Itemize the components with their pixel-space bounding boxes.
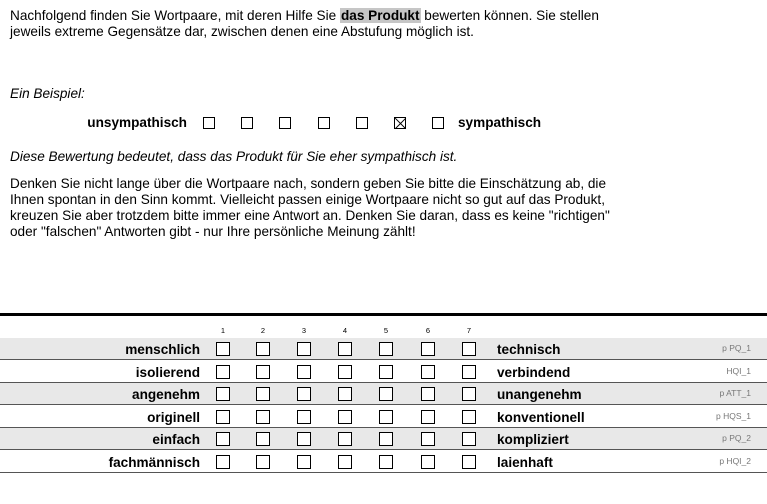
rating-checkbox-7[interactable] <box>462 432 476 446</box>
rating-checkbox-7[interactable] <box>462 387 476 401</box>
instructions-line-3: kreuzen Sie aber trotzdem bitte immer eine Antwort an. Denken Sie daran, dass es keine "richtigen" <box>10 208 610 223</box>
rating-left-label: isolierend <box>135 364 200 380</box>
rating-right-label: konventionell <box>497 409 585 425</box>
rating-checkbox-4[interactable] <box>338 455 352 469</box>
rating-left-label: einfach <box>152 432 200 447</box>
rating-checkbox-5[interactable] <box>379 410 393 424</box>
rating-checkbox-5[interactable] <box>379 387 393 401</box>
rating-checkbox-3[interactable] <box>297 387 311 401</box>
rating-checkbox-6[interactable] <box>421 410 435 424</box>
scale-number: 7 <box>466 326 472 335</box>
rating-checkbox-7[interactable] <box>462 365 476 379</box>
example-checkbox-1 <box>203 117 215 129</box>
rating-checkbox-1[interactable] <box>216 432 230 446</box>
rating-checkbox-2[interactable] <box>256 365 270 379</box>
scale-numbers <box>0 326 767 336</box>
intro-paragraph <box>10 8 750 40</box>
instructions-line-2: Ihnen spontan in den Sinn kommt. Vielleicht passen einige Wortpaare nicht so gut auf das Produkt, <box>10 192 605 207</box>
rating-row <box>0 338 767 360</box>
rating-checkbox-6[interactable] <box>421 365 435 379</box>
rating-checkbox-6[interactable] <box>421 432 435 446</box>
instructions-line-1: Denken Sie nicht lange über die Wortpaare nach, sondern geben Sie bitte die Einschätzung ab, die <box>10 176 607 191</box>
intro-highlight: das Produkt <box>340 8 420 23</box>
rating-checkbox-7[interactable] <box>462 342 476 356</box>
rating-checkbox-1[interactable] <box>216 342 230 356</box>
scale-number: 3 <box>301 326 307 335</box>
scale-number: 6 <box>425 326 431 335</box>
rating-checkbox-3[interactable] <box>297 365 311 379</box>
scale-number: 1 <box>220 326 226 335</box>
rating-checkbox-6[interactable] <box>421 342 435 356</box>
rating-left-label: menschlich <box>125 342 200 357</box>
intro-line-2: jeweils extreme Gegensätze dar, zwischen denen eine Abstufung möglich ist. <box>10 24 474 39</box>
rating-checkbox-4[interactable] <box>338 387 352 401</box>
instructions-paragraph <box>10 176 750 240</box>
rating-checkbox-2[interactable] <box>256 432 270 446</box>
rating-checkbox-1[interactable] <box>216 410 230 424</box>
rating-checkbox-2[interactable] <box>256 410 270 424</box>
rating-checkbox-6[interactable] <box>421 455 435 469</box>
item-code: p HQI_2 <box>719 455 751 466</box>
example-checkbox-7 <box>432 117 444 129</box>
rating-row <box>0 406 767 428</box>
rating-checkbox-3[interactable] <box>297 410 311 424</box>
rating-checkbox-6[interactable] <box>421 387 435 401</box>
example-right-label: sympathisch <box>458 115 542 130</box>
rating-checkbox-1[interactable] <box>216 387 230 401</box>
example-checkbox-2 <box>241 117 253 129</box>
example-note: Diese Bewertung bedeutet, dass das Produkt für Sie eher sympathisch ist. <box>10 149 458 164</box>
rating-right-label: technisch <box>497 342 561 357</box>
rating-checkbox-2[interactable] <box>256 455 270 469</box>
scale-number: 2 <box>260 326 266 335</box>
rating-left-label: angenehm <box>132 387 200 402</box>
example-heading: Ein Beispiel: <box>10 86 85 101</box>
item-code: p ATT_1 <box>719 388 751 398</box>
rating-right-label: unangenehm <box>497 387 582 402</box>
intro-text-end: bewerten können. Sie stellen <box>420 8 599 23</box>
rating-checkbox-1[interactable] <box>216 365 230 379</box>
section-divider <box>0 313 767 316</box>
rating-checkbox-4[interactable] <box>338 342 352 356</box>
instructions-line-4: oder "falschen" Antworten gibt - nur Ihre persönliche Meinung zählt! <box>10 224 416 239</box>
item-code: p HQS_1 <box>716 410 751 421</box>
item-code: p PQ_1 <box>722 343 751 353</box>
rating-checkbox-3[interactable] <box>297 342 311 356</box>
rating-row <box>0 451 767 473</box>
rating-checkbox-5[interactable] <box>379 455 393 469</box>
rating-checkbox-3[interactable] <box>297 432 311 446</box>
item-code: p PQ_2 <box>722 433 751 443</box>
rating-checkbox-4[interactable] <box>338 410 352 424</box>
intro-text-start: Nachfolgend finden Sie Wortpaare, mit deren Hilfe Sie <box>10 8 340 23</box>
rating-checkbox-1[interactable] <box>216 455 230 469</box>
example-checkbox-5 <box>356 117 368 129</box>
rating-checkbox-5[interactable] <box>379 365 393 379</box>
rating-right-label: laienhaft <box>497 454 553 470</box>
scale-number: 5 <box>383 326 389 335</box>
rating-checkbox-4[interactable] <box>338 432 352 446</box>
rating-checkbox-5[interactable] <box>379 432 393 446</box>
rating-row <box>0 361 767 383</box>
example-checkbox-6 <box>394 117 406 129</box>
example-checkbox-3 <box>279 117 291 129</box>
example-row <box>0 113 767 133</box>
rating-checkbox-7[interactable] <box>462 410 476 424</box>
rating-checkbox-7[interactable] <box>462 455 476 469</box>
rating-checkbox-5[interactable] <box>379 342 393 356</box>
rating-checkbox-4[interactable] <box>338 365 352 379</box>
rating-right-label: verbindend <box>497 364 571 380</box>
rating-left-label: fachmännisch <box>108 454 200 470</box>
item-code: HQI_1 <box>726 365 751 376</box>
rating-row <box>0 428 767 450</box>
rating-checkbox-2[interactable] <box>256 342 270 356</box>
example-checkbox-4 <box>318 117 330 129</box>
example-left-label: unsympathisch <box>87 115 187 130</box>
rating-row <box>0 383 767 405</box>
rating-checkbox-2[interactable] <box>256 387 270 401</box>
scale-number: 4 <box>342 326 348 335</box>
rating-left-label: originell <box>147 409 200 425</box>
rating-checkbox-3[interactable] <box>297 455 311 469</box>
rating-right-label: kompliziert <box>497 432 569 447</box>
